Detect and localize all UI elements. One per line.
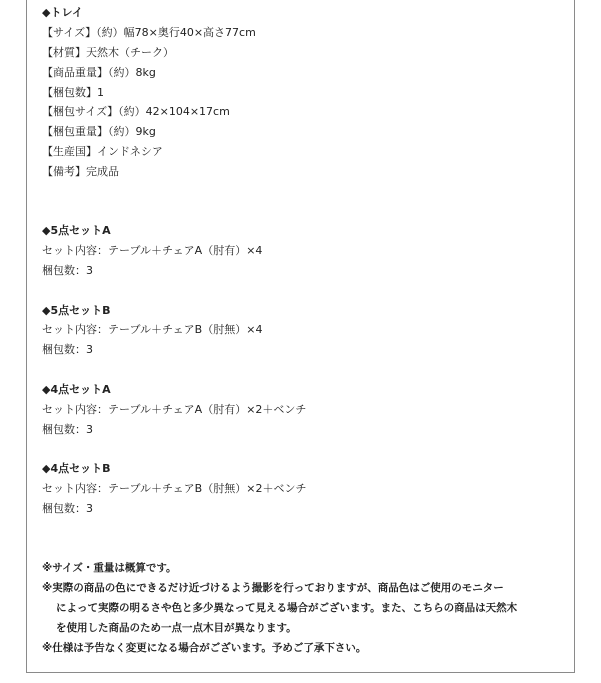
note-color-line-2: によって実際の明るさや色と多少異なって見える場合がございます。また、こちらの商品は天然木 — [56, 602, 518, 614]
set-4b-heading: ◆4点セットB — [42, 462, 111, 475]
tray-spec-package-weight: 【梱包重量】（約）9kg — [42, 125, 156, 138]
tray-spec-origin: 【生産国】インドネシア — [42, 145, 163, 158]
set-5a-packages: 梱包数：3 — [42, 264, 93, 277]
set-5a-heading: ◆5点セットA — [42, 224, 111, 237]
set-4a-packages: 梱包数：3 — [42, 423, 93, 436]
note-spec-change: ※仕様は予告なく変更になる場合がございます。予めご了承下さい。 — [42, 642, 367, 654]
note-color-line-3: を使用した商品のため一点一点木目が異なります。 — [56, 622, 297, 634]
note-color-line-1: ※実際の商品の色にできるだけ近づけるよう撮影を行っておりますが、商品色はご使用のモニター — [42, 582, 504, 594]
set-5a-contents: セット内容：テーブル＋チェアA（肘有）×4 — [42, 244, 263, 257]
tray-spec-remarks: 【備考】完成品 — [42, 165, 119, 178]
set-5b-contents: セット内容：テーブル＋チェアB（肘無）×4 — [42, 323, 263, 336]
tray-heading: ◆トレイ — [42, 6, 83, 19]
tray-spec-size: 【サイズ】（約）幅78×奥行40×高さ77cm — [42, 26, 256, 39]
tray-spec-package-size: 【梱包サイズ】（約）42×104×17cm — [42, 105, 230, 118]
set-4a-contents: セット内容：テーブル＋チェアA（肘有）×2＋ベンチ — [42, 403, 307, 416]
note-size-weight: ※サイズ・重量は概算です。 — [42, 562, 177, 574]
set-4b-packages: 梱包数：3 — [42, 502, 93, 515]
set-5b-packages: 梱包数：3 — [42, 343, 93, 356]
set-4b-contents: セット内容：テーブル＋チェアB（肘無）×2＋ベンチ — [42, 482, 307, 495]
set-5b-heading: ◆5点セットB — [42, 304, 111, 317]
tray-spec-material: 【材質】天然木（チーク） — [42, 46, 174, 59]
set-4a-heading: ◆4点セットA — [42, 383, 111, 396]
tray-spec-weight: 【商品重量】（約）8kg — [42, 66, 156, 79]
tray-spec-package-count: 【梱包数】1 — [42, 86, 104, 99]
